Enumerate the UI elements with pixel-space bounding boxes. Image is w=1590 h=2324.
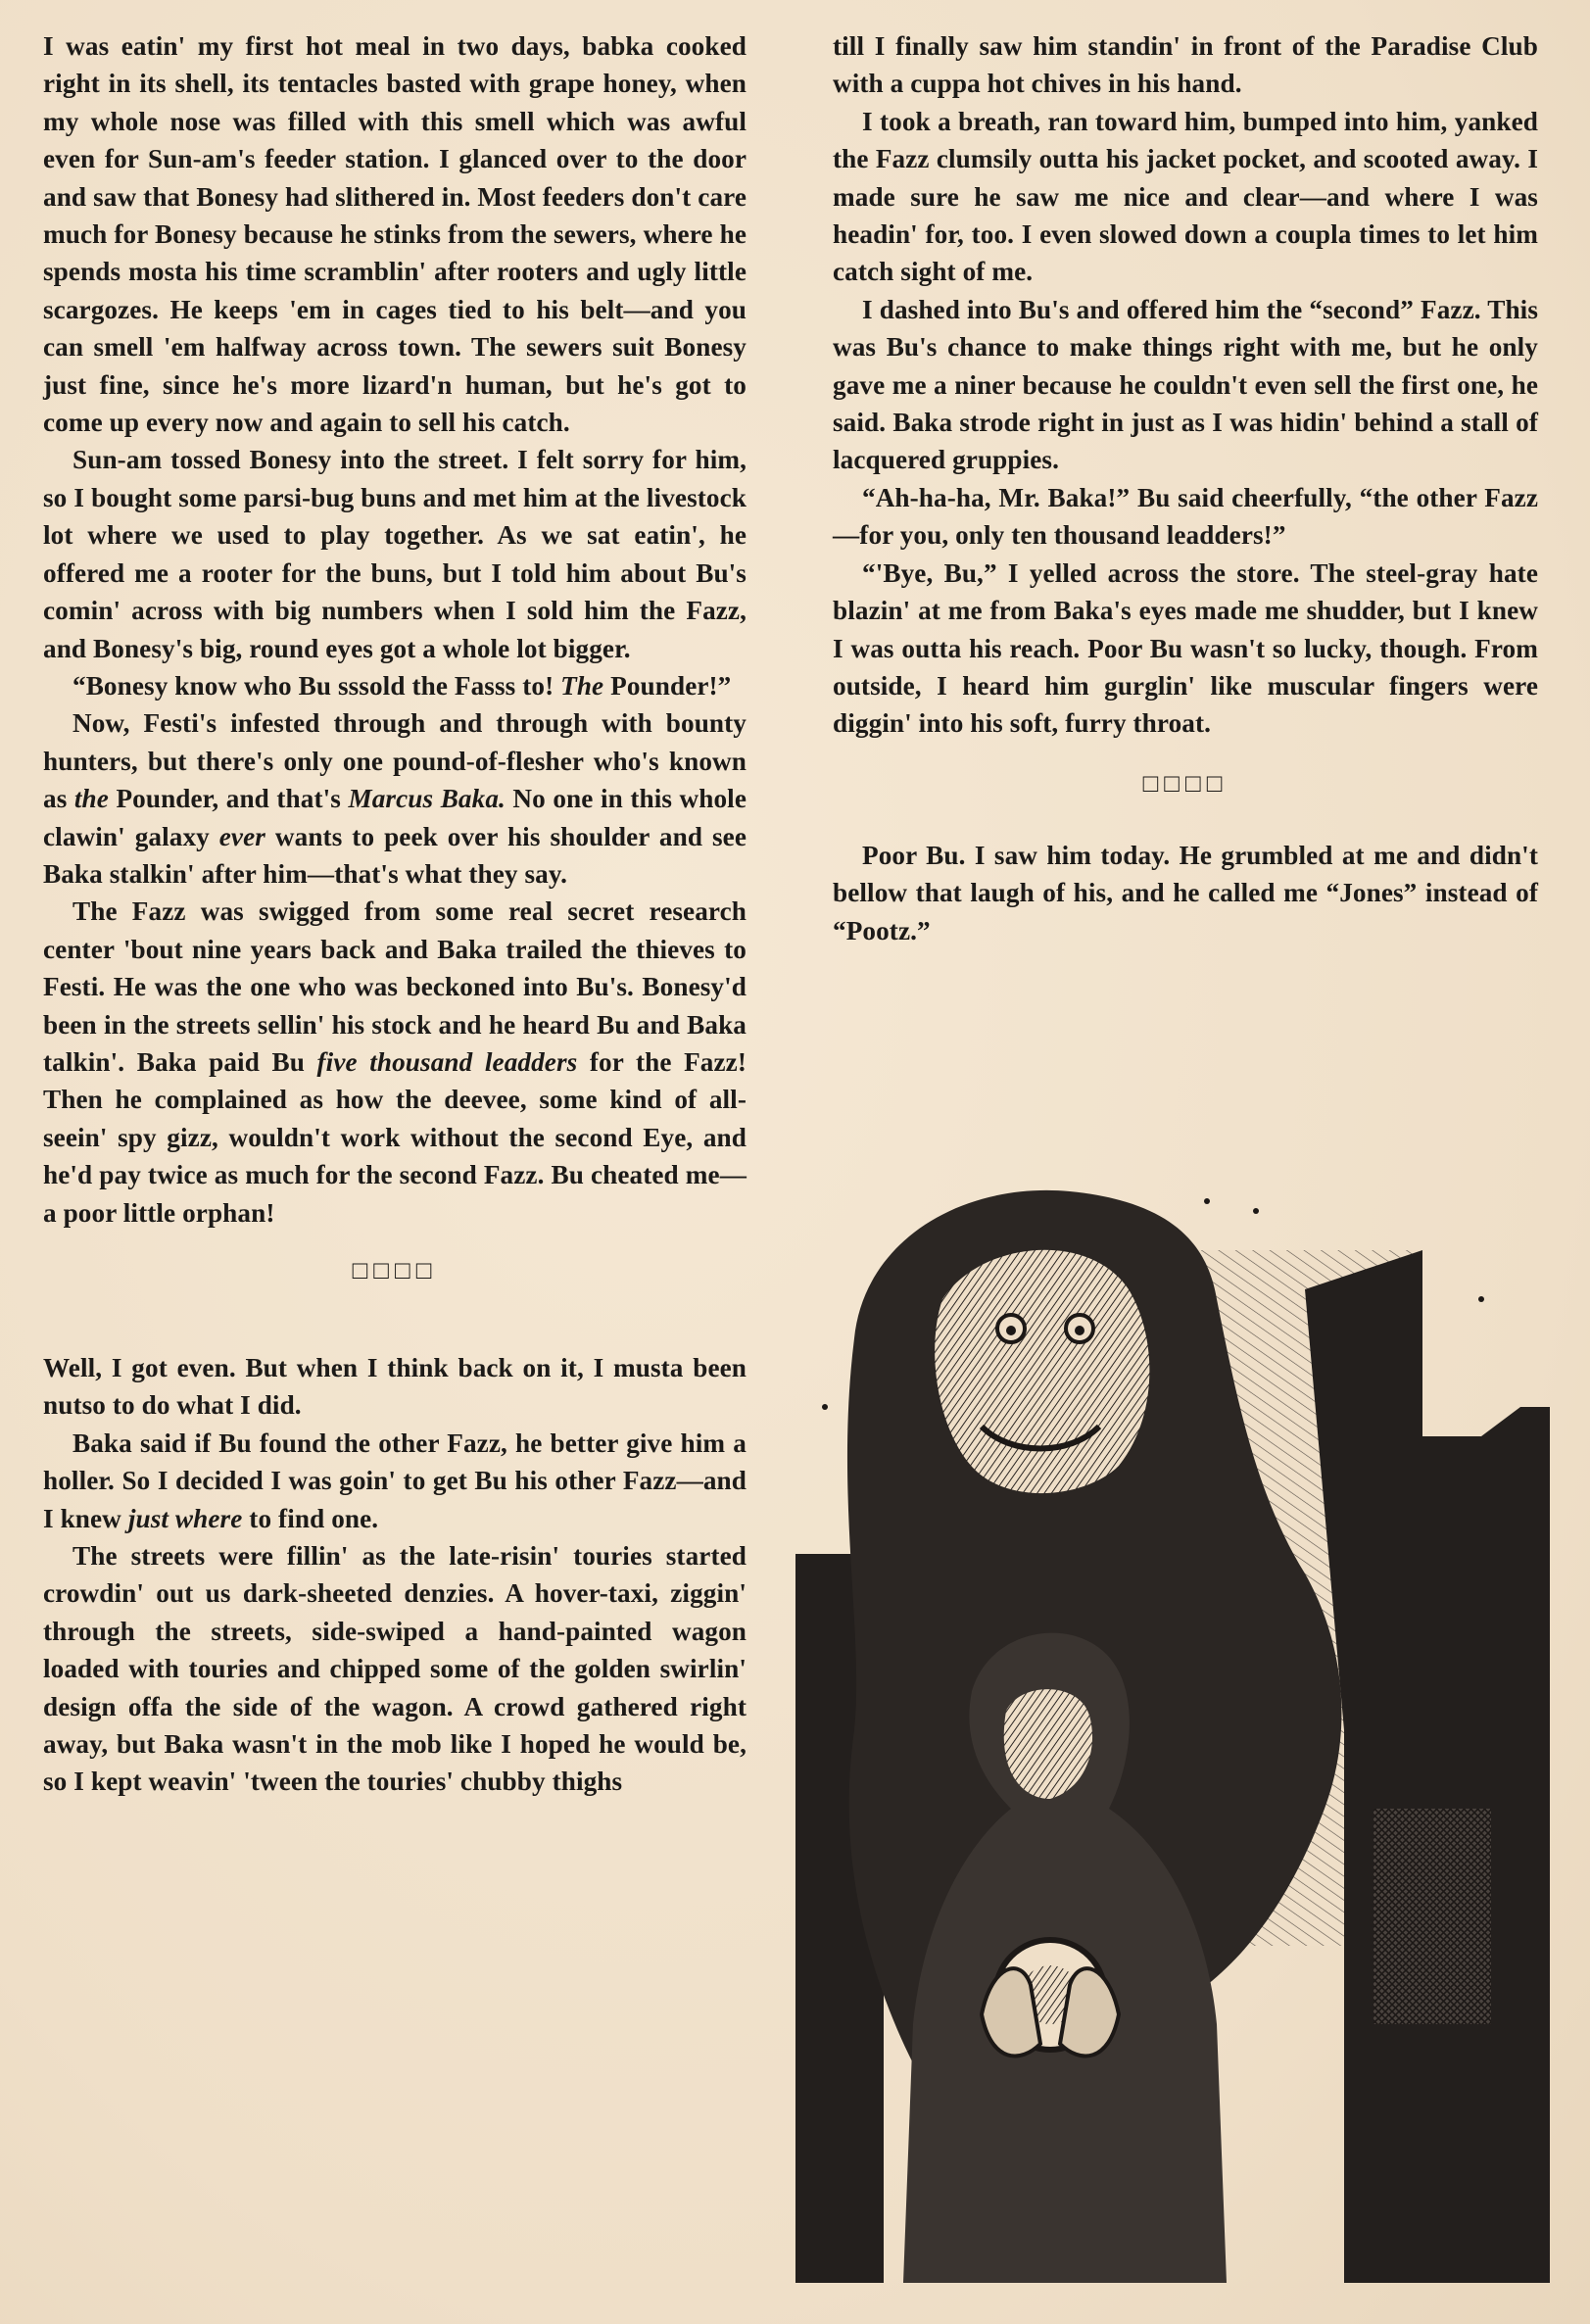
section-separator: □□□□ — [1142, 768, 1229, 798]
ink-speck — [822, 1404, 828, 1410]
ink-speck — [1253, 1208, 1259, 1214]
paragraph: I took a breath, ran toward him, bumped into him, yanked the Fazz clumsily outta his jacket pocket, and scooted away. I made sure he saw me nice and clear—and where I was headin' for, too. I even slowed down a coupla times to let him catch sight of me. — [833, 106, 1538, 287]
paragraph: Sun-am tossed Bonesy into the street. I felt sorry for him, so I bought some parsi-bug buns and met him at the livestock lot where we used to play together. As we sat eatin', he offered me a rooter for the buns, but I told him about Bu's comin' across with big numbers when I sold him the Fazz, and Bonesy's big, round eyes got a whole lot bigger. — [43, 445, 747, 663]
paragraph: I was eatin' my first hot meal in two days, babka cooked right in its shell, its tentacles basted with grape honey, when my whole nose was filled with this smell which was awful even for Sun-am's feeder station. I glanced over to the door and saw that Bonesy had slithered in. Most feeders don't care much for Bonesy because he stinks from the sewers, where he spends mosta his time scramblin' after rooters and ugly little scargozes. He keeps 'em in cages tied to his belt—and you can smell 'em halfway across town. The sewers suit Bonesy just fine, since he's more lizard'n human, but he's got to come up every now and again to sell his catch. — [43, 31, 747, 438]
text-run: Now, Festi's infested through and through with bounty hunters, but there's only one pound-of-flesher who's known as — [43, 708, 747, 814]
italic-text: five thousand leadders — [316, 1046, 578, 1077]
text-run: for the Fazz! Then he complained as how the deevee, some kind of all-seein' spy gizz, wouldn't work without the second Eye, and he'd pay twice as much for the second Fazz. Bu cheated me—a poor little orphan! — [43, 1046, 747, 1228]
paragraph: I dashed into Bu's and offered him the “second” Fazz. This was Bu's chance to make things right with me, but he only gave me a niner because he couldn't even sell the first one, he said. Baka strode right in just as I was hidin' behind a stall of lacquered gruppies. — [833, 294, 1538, 475]
paragraph — [43, 893, 747, 1232]
italic-text: the — [73, 784, 109, 814]
text-run: The Fazz was swigged from some real secret research center 'bout nine years back and Baka trailed the thieves to Festi. He was the one who was beckoned into Bu's. Bonesy'd been in the streets sellin' his stock and he heard Bu and Baka talkin'. Baka paid Bu — [43, 896, 747, 1077]
paragraph: till I finally saw him standin' in front of the Paradise Club with a cuppa hot chives in his hand. — [833, 31, 1538, 99]
text-run: Baka said if Bu found the other Fazz, he better give him a holler. So I decided I was goin' to get Bu his other Fazz—and I knew — [43, 1428, 747, 1533]
window-pane — [1373, 1809, 1491, 2024]
paragraph: Poor Bu. I saw him today. He grumbled at me and didn't bellow that laugh of his, and he called me “Jones” instead of “Pootz.” — [833, 840, 1538, 945]
text-run: No one in this whole clawin' galaxy — [43, 784, 747, 851]
paragraph — [43, 1425, 747, 1537]
text-run: wants to peek over his shoulder and see Baka stalkin' after him—that's what they say. — [43, 821, 747, 889]
right-text-column — [833, 27, 1538, 949]
paragraph: Well, I got even. But when I think back on it, I musta been nutso to do what I did. — [43, 1353, 747, 1421]
italic-text: The — [560, 670, 604, 701]
text-run: to find one. — [242, 1503, 379, 1533]
illustration-svg — [795, 1182, 1550, 2283]
text-run: “Bonesy know who Bu sssold the Fasss to! — [72, 670, 561, 701]
ink-speck — [1478, 1296, 1484, 1302]
spacer — [43, 1310, 747, 1349]
creature-face — [935, 1250, 1149, 1493]
creature-and-child-illustration-icon — [795, 1182, 1550, 2283]
ink-speck — [1204, 1198, 1210, 1204]
text-run: Pounder!” — [603, 670, 732, 701]
creature-pupil — [1006, 1326, 1016, 1335]
section-separator: □□□□ — [352, 1256, 438, 1284]
creature-pupil — [1075, 1326, 1084, 1335]
paragraph: “'Bye, Bu,” I yelled across the store. The steel-gray hate blazin' at me from Baka's eyes made me shudder, but I knew I was outta his reach. Poor Bu wasn't so lucky, though. From outside, I heard him gurglin' like muscular fingers were diggin' into his soft, furry throat. — [833, 557, 1538, 739]
spacer — [833, 743, 1538, 754]
paragraph — [43, 667, 747, 704]
paragraph: The streets were fillin' as the late-risin' touries started crowdin' out us dark-sheeted denzies. A hover-taxi, ziggin' through the streets, side-swiped a hand-painted wagon loaded with touries and chipped some of the golden swirlin' design offa the side of the wagon. A crowd gathered right away, but Baka wasn't in the mob like I hoped he would be, so I kept weavin' 'tween the touries' chubby thighs — [43, 1541, 747, 1797]
italic-text: just where — [127, 1503, 243, 1533]
italic-text: Marcus Baka. — [348, 784, 506, 814]
italic-text: ever — [218, 821, 265, 851]
paragraph — [43, 704, 747, 893]
paragraph: “Ah-ha-ha, Mr. Baka!” Bu said cheerfully, “the other Fazz—for you, only ten thousand leadders!” — [833, 482, 1538, 551]
left-text-column — [43, 27, 747, 1801]
text-run: Pounder, and that's — [108, 784, 349, 814]
